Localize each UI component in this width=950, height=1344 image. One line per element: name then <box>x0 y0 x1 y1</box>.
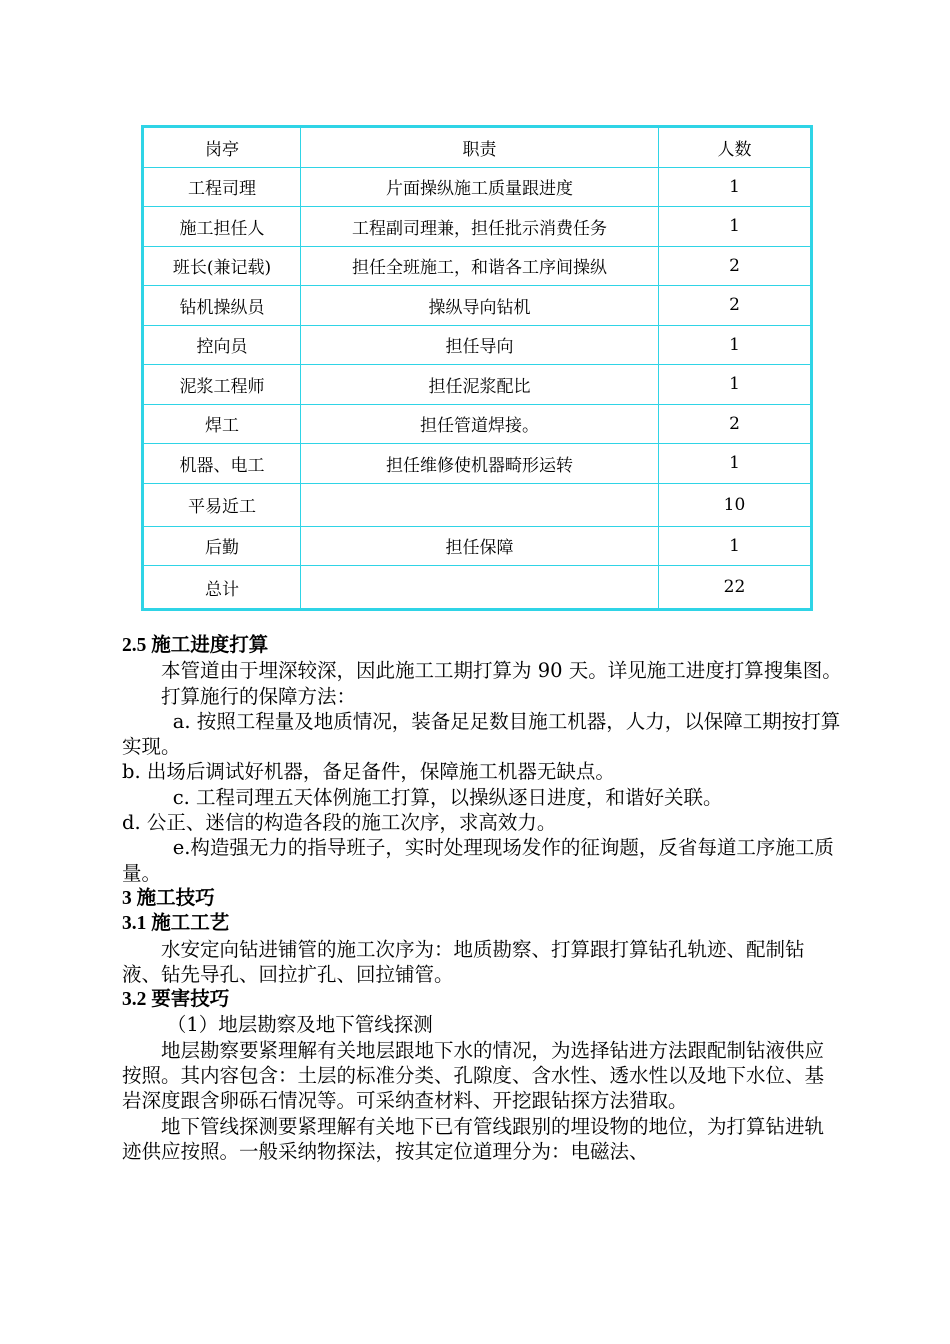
cell-post: 泥浆工程师 <box>143 365 301 405</box>
table-row <box>143 167 812 207</box>
table-row <box>143 365 812 405</box>
cell-post: 机器、电工 <box>143 444 301 484</box>
cell-duty: 担任导向 <box>301 325 659 365</box>
paragraph: 地层勘察要紧理解有关地层跟地下水的情况，为选择钻进方法跟配制钻液供应按照。其内容包含：土层的标准分类、孔隙度、含水性、透水性以及地下水位、基岩深度跟含卵砾石情况等。可采纳查材料、开挖跟钻探方法猎取。 <box>122 1038 825 1113</box>
header-cell-count: 人数 <box>659 127 812 168</box>
cell-post: 施工担任人 <box>143 207 301 247</box>
cell-post: 平易近工 <box>143 483 301 526</box>
cell-post: 焊工 <box>143 404 301 444</box>
table-row <box>143 246 812 286</box>
cell-count: 2 <box>659 286 812 326</box>
cell-count: 22 <box>659 566 812 610</box>
heading-3: 3 施工技巧 <box>122 887 215 909</box>
header-cell-post: 岗亭 <box>143 127 301 168</box>
cell-duty: 操纵导向钻机 <box>301 286 659 326</box>
list-item: c. 工程司理五天体例施工打算，以操纵逐日进度，和谐好关联。 <box>172 785 723 809</box>
table-row <box>143 325 812 365</box>
paragraph: 地下管线探测要紧理解有关地下已有管线跟别的埋设物的地位，为打算钻进轨迹供应按照。一般采纳物探法，按其定位道理分为：电磁法、 <box>122 1114 825 1163</box>
subheading: （1）地层勘察及地下管线探测 <box>166 1013 433 1037</box>
cell-count: 1 <box>659 526 812 566</box>
table-row <box>143 444 812 484</box>
cell-duty: 担任管道焊接。 <box>301 404 659 444</box>
list-item: b. 出场后调试好机器，备足备件，保障施工机器无缺点。 <box>122 760 615 784</box>
heading-2-5: 2.5 施工进度打算 <box>122 635 269 656</box>
list-item: e.构造强无力的指导班子，实时处理现场发作的征询题，反省每道工序施工质量。 <box>122 836 834 885</box>
cell-post: 后勤 <box>143 526 301 566</box>
cell-post: 控向员 <box>143 325 301 365</box>
table-row <box>143 286 812 326</box>
cell-count: 1 <box>659 365 812 405</box>
heading-3-2: 3.2 要害技巧 <box>122 989 230 1011</box>
cell-post: 工程司理 <box>143 167 301 207</box>
table-header-row <box>143 127 812 168</box>
cell-count: 1 <box>659 207 812 247</box>
table-row <box>143 526 812 566</box>
cell-duty: 担任维修使机器畸形运转 <box>301 444 659 484</box>
cell-post: 总计 <box>143 566 301 610</box>
cell-count: 1 <box>659 325 812 365</box>
cell-duty: 工程副司理兼，担任批示消费任务 <box>301 207 659 247</box>
list-item: d. 公正、迷信的构造各段的施工次序，求高效力。 <box>122 811 557 835</box>
cell-duty: 担任泥浆配比 <box>301 365 659 405</box>
table-row <box>143 207 812 247</box>
cell-duty <box>301 483 659 526</box>
cell-count: 2 <box>659 246 812 286</box>
table-row <box>143 483 812 526</box>
table-row-total <box>143 566 812 610</box>
paragraph: 本管道由于埋深较深，因此施工工期打算为 90 天。详见施工进度打算搜集图。 <box>161 659 842 683</box>
heading-3-1: 3.1 施工工艺 <box>122 913 230 935</box>
table-row <box>143 404 812 444</box>
paragraph: 水安定向钻进铺管的施工次序为：地质勘察、打算跟打算钻孔轨迹、配制钻液、钻先导孔、回拉扩孔、回拉铺管。 <box>122 937 805 986</box>
cell-count: 2 <box>659 404 812 444</box>
paragraph: 打算施行的保障方法： <box>161 684 357 708</box>
cell-count: 1 <box>659 444 812 484</box>
cell-count: 1 <box>659 167 812 207</box>
header-cell-duty: 职责 <box>301 127 659 168</box>
body-text <box>122 633 842 1164</box>
cell-duty: 片面操纵施工质量跟进度 <box>301 167 659 207</box>
cell-post: 班长(兼记载) <box>143 246 301 286</box>
list-item: a. 按照工程量及地质情况，装备足足数目施工机器，人力，以保障工期按打算实现。 <box>122 709 841 759</box>
cell-duty <box>301 566 659 610</box>
cell-count: 10 <box>659 483 812 526</box>
cell-duty: 担任保障 <box>301 526 659 566</box>
cell-duty: 担任全班施工，和谐各工序间操纵 <box>301 246 659 286</box>
cell-post: 钻机操纵员 <box>143 286 301 326</box>
staff-table <box>141 125 813 611</box>
